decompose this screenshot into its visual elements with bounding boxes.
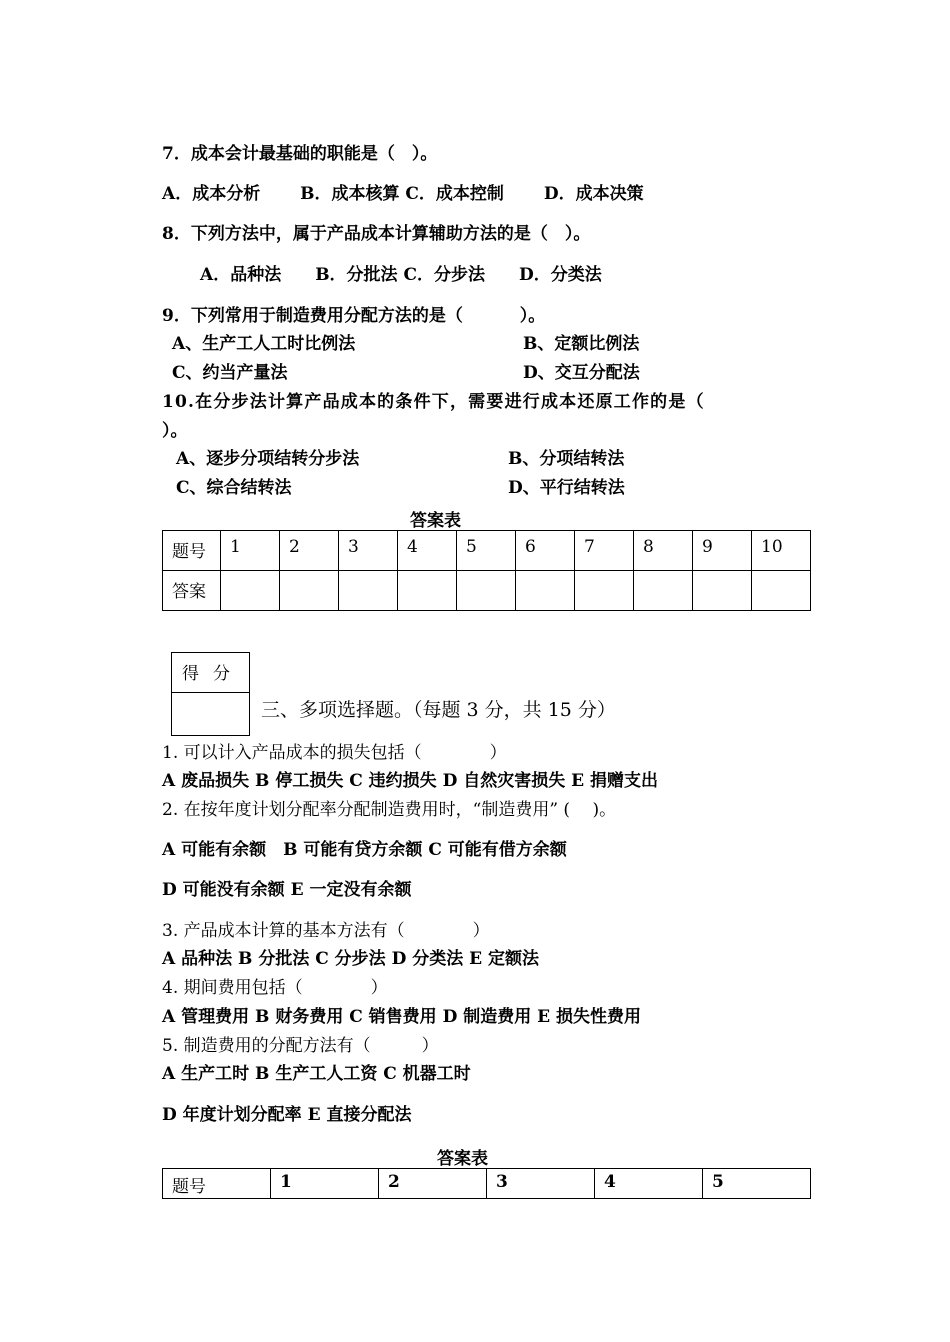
question-number-cell: 3	[339, 531, 398, 571]
question-number-cell: 5	[703, 1169, 811, 1199]
score-label: 得分	[172, 653, 249, 693]
q7-options: A．成本分析 B．成本核算 C．成本控制 D．成本决策	[162, 184, 644, 204]
q9-option-a: A、生产工人工时比例法	[172, 334, 356, 354]
q9-option-c: C、约当产量法	[172, 363, 288, 383]
q8-options: A．品种法 B．分批法 C．分步法 D．分类法	[200, 265, 602, 285]
m-q5-options-line2: D 年度计划分配率 E 直接分配法	[162, 1105, 412, 1125]
table-header-label: 题号	[163, 1169, 271, 1199]
q10-stem-line1: 10.在分步法计算产品成本的条件下，需要进行成本还原工作的是（	[162, 392, 705, 412]
m-q3-stem: 3. 产品成本计算的基本方法有（ ）	[162, 921, 490, 941]
q10-option-d: D、平行结转法	[508, 478, 625, 498]
m-q1-stem: 1. 可以计入产品成本的损失包括（ ）	[162, 743, 507, 763]
q9-option-d: D、交互分配法	[523, 363, 640, 383]
q9-option-b: B、定额比例法	[523, 334, 640, 354]
q10-stem-line2: ）。	[162, 421, 188, 441]
answer-cell[interactable]	[339, 571, 398, 611]
question-number-cell: 2	[379, 1169, 487, 1199]
answer-cell[interactable]	[221, 571, 280, 611]
score-field[interactable]	[172, 693, 249, 735]
question-number-cell: 7	[575, 531, 634, 571]
answer-table-part2	[162, 530, 811, 611]
m-q2-options-line1: A 可能有余额 B 可能有贷方余额 C 可能有借方余额	[162, 840, 567, 860]
answer-cell[interactable]	[693, 571, 752, 611]
m-q2-stem: 2. 在按年度计划分配率分配制造费用时，“制造费用” ( )。	[162, 800, 617, 820]
question-number-cell: 4	[595, 1169, 703, 1199]
m-q4-options: A 管理费用 B 财务费用 C 销售费用 D 制造费用 E 损失性费用	[162, 1007, 642, 1027]
q10-option-b: B、分项结转法	[508, 449, 625, 469]
answer-table-caption: 答案表	[410, 511, 461, 531]
answer-cell[interactable]	[575, 571, 634, 611]
answer-cell[interactable]	[398, 571, 457, 611]
question-number-cell: 1	[271, 1169, 379, 1199]
q7-stem: 7．成本会计最基础的职能是（ ）。	[162, 144, 438, 164]
m-q5-stem: 5. 制造费用的分配方法有（ ）	[162, 1036, 439, 1056]
answer-cell[interactable]	[280, 571, 339, 611]
question-number-cell: 4	[398, 531, 457, 571]
m-q2-options-line2: D 可能没有余额 E 一定没有余额	[162, 880, 412, 900]
answer-cell[interactable]	[752, 571, 811, 611]
m-q3-options: A 品种法 B 分批法 C 分步法 D 分类法 E 定额法	[162, 949, 540, 969]
q10-option-a: A、逐步分项结转分步法	[176, 449, 360, 469]
m-q4-stem: 4. 期间费用包括（ ）	[162, 978, 388, 998]
score-box	[171, 652, 250, 736]
m-q5-options-line1: A 生产工时 B 生产工人工资 C 机器工时	[162, 1064, 471, 1084]
q8-stem: 8．下列方法中，属于产品成本计算辅助方法的是（ ）。	[162, 224, 591, 244]
question-number-cell: 3	[487, 1169, 595, 1199]
q10-option-c: C、综合结转法	[176, 478, 292, 498]
q9-stem: 9．下列常用于制造费用分配方法的是（ ）。	[162, 306, 546, 326]
answer-table-caption-2: 答案表	[437, 1149, 488, 1169]
question-number-cell: 1	[221, 531, 280, 571]
section-heading: 三、多项选择题。（每题 3 分，共 15 分）	[261, 699, 616, 721]
answer-table-part3	[162, 1168, 811, 1199]
question-number-cell: 10	[752, 531, 811, 571]
m-q1-options: A 废品损失 B 停工损失 C 违约损失 D 自然灾害损失 E 捐赠支出	[162, 771, 659, 791]
question-number-cell: 8	[634, 531, 693, 571]
answer-cell[interactable]	[457, 571, 516, 611]
table-answer-label: 答案	[163, 571, 221, 611]
answer-cell[interactable]	[516, 571, 575, 611]
answer-cell[interactable]	[634, 571, 693, 611]
question-number-cell: 2	[280, 531, 339, 571]
question-number-cell: 6	[516, 531, 575, 571]
question-number-cell: 5	[457, 531, 516, 571]
table-header-label: 题号	[163, 531, 221, 571]
question-number-cell: 9	[693, 531, 752, 571]
